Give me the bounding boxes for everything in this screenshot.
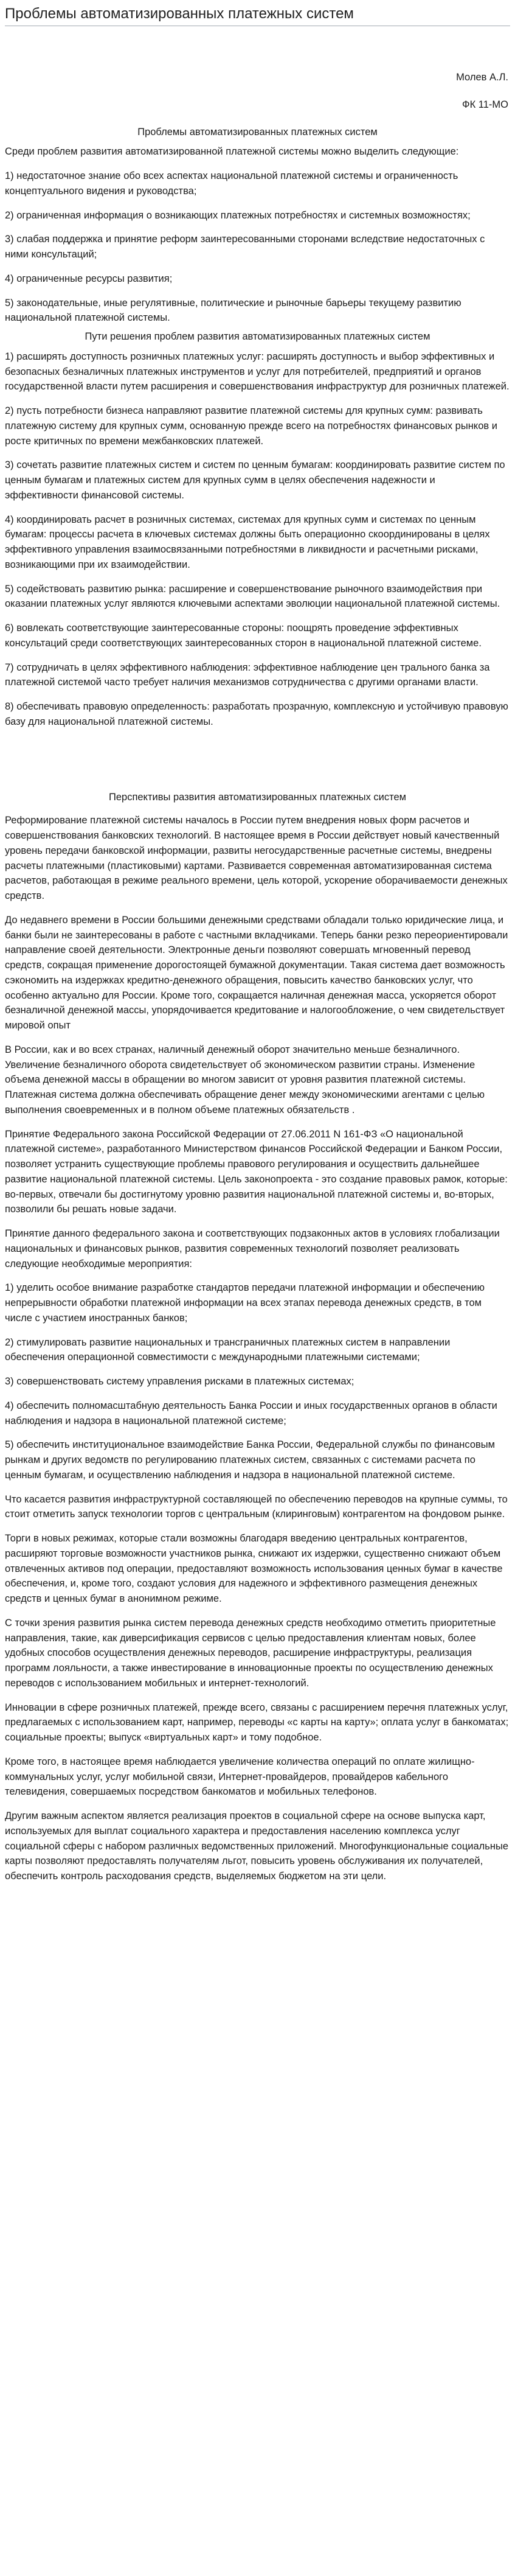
measure-item: 3) совершенствовать систему управления рисками в платежных системах; <box>5 1376 354 1387</box>
prospects-paragraph: Что касается развития инфраструктурной составляющей по обеспечению переводов на крупные суммы, то стоит отметить запуск технологии торгов с центральным (клиринговым) контрагентом на фондовом рынке. <box>5 1493 508 1520</box>
solution-item: 3) сочетать развитие платежных систем и систем по ценным бумагам: координировать развитие систем по ценным бумагам и платежных систем для крупных сумм в целях обеспечения надежности и эффективности финансовой системы. <box>5 459 505 501</box>
author-group: ФК 11-МО <box>462 99 508 110</box>
prospects-paragraph: Торги в новых режимах, которые стали возможны благодаря введению центральных контрагентов, расширяют торговые возможности участников рынка, снижают их издержки, существенно снижают объем отвлеченных активов под операции, предоставляют возможность использования ценных бумаг в качестве обеспечения, и, кроме того, создают условия для надежного и эффективного размещения денежных средств и ценных бумаг в анонимном режиме. <box>5 1533 503 1604</box>
author-name: Молев А.Л. <box>456 72 508 83</box>
page-title: Проблемы автоматизированных платежных систем <box>5 5 354 22</box>
solution-item: 7) сотрудничать в целях эффективного наблюдения: эффективное наблюдение цен трального банка за платежной системой часто требует наличия механизмов сотрудничества с другими органами власти. <box>5 661 490 688</box>
measure-item: 5) обеспечить институциональное взаимодействие Банка России, Федеральной службы по финансовым рынкам и других ведомств по регулированию платежных систем, связанных с системами расчета по ценным бумагам, и осуществлению наблюдения и надзора в национальной платежной системе. <box>5 1439 496 1481</box>
measure-item: 4) обеспечить полномасштабную деятельность Банка России и иных государственных органов в области наблюдения и надзора в национальной платежной системе; <box>5 1400 497 1426</box>
solution-item: 2) пусть потребности бизнеса направляют развитие платежной системы для крупных сумм: развивать платежную систему для крупных сумм, основанную прежде всего на потребностях финансовых рынков и росте критичных по времени межбанковских платежей. <box>5 405 497 447</box>
author-block <box>5 70 508 113</box>
solution-item: 8) обеспечивать правовую определенность: разработать прозрачную, комплексную и устойчивую правовую базу для национальной платежной системы. <box>5 701 508 727</box>
solution-item: 6) вовлекать соответствующие заинтересованные стороны: поощрять проведение эффективных консультаций среди соответствующих заинтересованных сторон в национальной платежной системе. <box>5 623 482 649</box>
measure-item: 2) стимулировать развитие национальных и трансграничных платежных систем в направлении обеспечения операционной совместимости с международными платежными системами; <box>5 1336 451 1363</box>
problem-item: 1) недостаточное знание обо всех аспектах национальной платежной системы и ограниченность концептуального видения и руководства; <box>5 170 458 197</box>
solution-item: 1) расширять доступность розничных платежных услуг: расширять доступность и выбор эффективных и безопасных безналичных платежных инструментов и услуг для потребителей, предприятий и органов государственной власти путем расширения и совершенствования инфраструктур для розничных платежей. <box>5 351 510 393</box>
section-heading-solutions: Пути решения проблем развития автоматизированных платежных систем <box>85 331 430 342</box>
prospects-paragraph: Кроме того, в настоящее время наблюдается увеличение количества операций по оплате жилищно-коммунальных услуг, услуг мобильной связи, Интернет-провайдеров, провайдеров кабельного телевидения, совершаемых посредством банкоматов и мобильных телефонов. <box>5 1756 475 1798</box>
measure-item: 1) уделить особое внимание разработке стандартов передачи платежной информации и обеспечению непрерывности обработки платежной информации на всех этапах перевода денежных средств, в том числе с участием иностранных банков; <box>5 1282 485 1324</box>
section-intro: Среди проблем развития автоматизированной платежной системы можно выделить следующие: <box>5 146 459 158</box>
prospects-paragraph: Инновации в сфере розничных платежей, прежде всего, связаны с расширением перечня платежных услуг, предлагаемых с использованием карт, например, переводы «с карты на карту»; оплата услуг в банкоматах; социальные проекты; выпуск «виртуальных карт» и тому подобное. <box>5 1702 509 1743</box>
solution-item: 5) содействовать развитию рынка: расширение и совершенствование рыночного взаимодействия при оказании платежных услуг являются ключевыми аспектами эволюции национальной платежной системы. <box>5 583 500 610</box>
section-heading-problems: Проблемы автоматизированных платежных систем <box>137 126 378 138</box>
problem-item: 5) законодательные, иные регулятивные, политические и рыночные барьеры текущему развитию национальной платежной системы. <box>5 297 461 324</box>
prospects-paragraph: С точки зрения развития рынка систем перевода денежных средств необходимо отметить приоритетные направления, такие, как диверсификация сервисов с целью предоставления клиентам новых, более удобных способов осуществления денежных переводов, расширение инфраструктуры, реализация программ лояльности, а также инвестирование в инновационные проекты по осуществлению денежных переводов с использованием мобильных и интернет-технологий. <box>5 1617 496 1689</box>
problem-item: 3) слабая поддержка и принятие реформ заинтересованными сторонами вследствие недостаточных с ними консультаций; <box>5 234 485 260</box>
prospects-paragraph: Реформирование платежной системы началось в России путем внедрения новых форм расчетов и совершенствования банковских технологий. В настоящее время в России действует новый качественный уровень передачи банковской информации, развиты негосударственные расчетные системы, внедрены расчеты платежными (пластиковыми) картами. Развивается современная автоматизированная система расчетов, работающая в режиме реального времени, цель которой, ускорение оборачиваемости денежных средств. <box>5 815 508 901</box>
prospects-paragraph: До недавнего времени в России большими денежными средствами обладали только юридические лица, и банки были не заинтересованы в работе с частными вкладчиками. Теперь банки резко переориентировали направление своей деятельности. Электронные деньги позволяют совершать мгновенный перевод средств, сокращая применение дорогостоящей бумажной документации. Такая система дает возможность сэкономить на издержках кредитно-денежного обращения, повысить качество банковских услуг, что особенно актуально для России. Кроме того, сокращается наличная денежная масса, ускоряется оборот безналичной денежной массы, упорядочивается кредитование и налогообложение, о чем свидетельствует мировой опыт <box>5 914 508 1031</box>
prospects-paragraph: Другим важным аспектом является реализация проектов в социальной сфере на основе выпуска карт, используемых для выплат социального характера и предоставления населению комплекса услуг социальной сферы с набором различных ведомственных приложений. Многофункциональные социальные карты позволяют предоставлять получателям льгот, повысить уровень обслуживания их получателей, обеспечить контроль расходования средств, выделяемых бюджетом на эти цели. <box>5 1810 509 1882</box>
prospects-paragraph: В России, как и во всех странах, наличный денежный оборот значительно меньше безналичного. Увеличение безналичного оборота свидетельствует об экономическом развитии страны. Изменение объема денежной массы в обращении во многом зависит от уровня развития платежной системы. Платежная система должна обеспечивать обращение денег между экономическими агентами с целью выполнения своевременных и в полном объеме платежных обязательств . <box>5 1044 485 1115</box>
prospects-paragraph: Принятие Федерального закона Российской Федерации от 27.06.2011 N 161-ФЗ «О национальной платежной системе», разработанного Министерством финансов Российской Федерации и Банком России, позволяет устранить существующие проблемы правового регулирования и осуществить дальнейшее развитие национальной платежной системы. Цель законопроекта - это создание правовых рамок, которые: во-первых, отвечали бы достигнутому уровню развития национальной платежной системы и, во-вторых, позволили бы решать новые задачи. <box>5 1128 508 1215</box>
prospects-paragraph: Принятие данного федерального закона и соответствующих подзаконных актов в условиях глобализации национальных и финансовых рынков, развития современных технологий позволяет реализовать следующие необходимые мероприятия: <box>5 1228 500 1269</box>
solution-item: 4) координировать расчет в розничных системах, системах для крупных сумм и системах по ценным бумагам: процессы расчета в ключевых системах должны быть операционно скоординированы в целях эффективного управления взаимосвязанными потребностями в ликвидности и расчетными рисками, возникающими при их взаимодействии. <box>5 514 490 570</box>
problem-item: 4) ограниченные ресурсы развития; <box>5 273 173 284</box>
problem-item: 2) ограниченная информация о возникающих платежных потребностях и системных возможностях; <box>5 209 471 221</box>
section-spacer <box>5 739 510 790</box>
section-heading-prospects: Перспективы развития автоматизированных платежных систем <box>108 791 407 803</box>
